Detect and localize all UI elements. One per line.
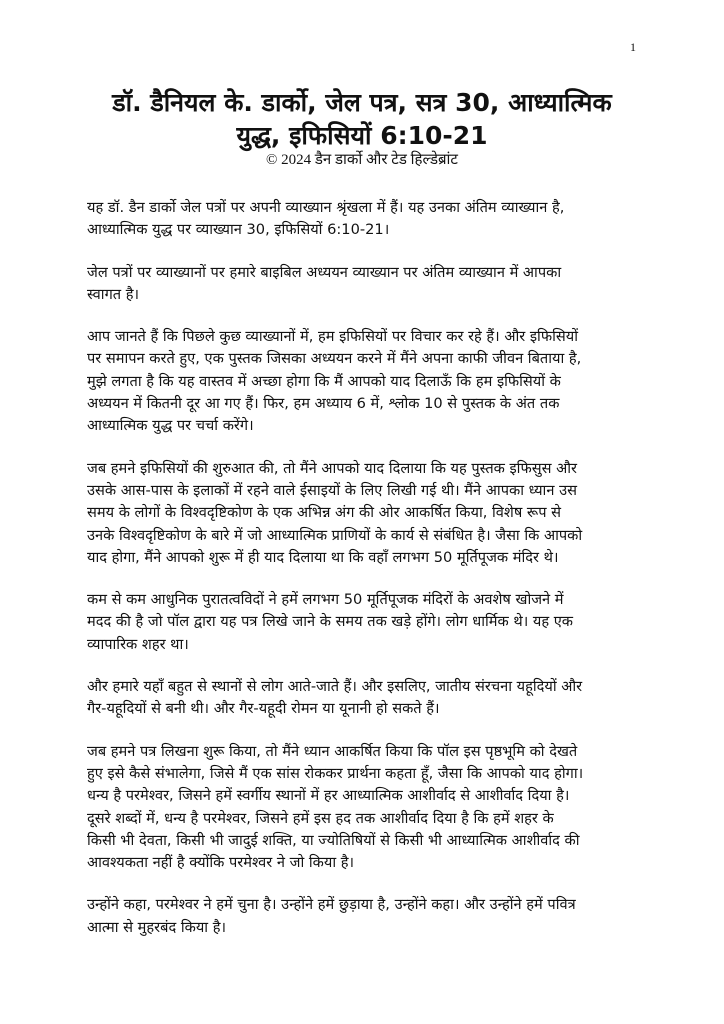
- text-line: आप जानते हैं कि पिछले कुछ व्याख्यानों में, हम इफिसियों पर विचार कर रहे हैं। और इफिसियों: [87, 328, 578, 346]
- document-body: [87, 197, 667, 959]
- text-line: आध्यात्मिक युद्ध पर व्याख्यान 30, इफिसियों 6:10-21।: [87, 221, 390, 239]
- paragraph: [87, 589, 667, 656]
- text-line: और हमारे यहाँ बहुत से स्थानों से लोग आते-जाते हैं। और इसलिए, जातीय संरचना यहूदियों और: [87, 678, 583, 696]
- text-line: उनके विश्वदृष्टिकोण के बारे में जो आध्यात्मिक प्राणियों के कार्य से संबंधित है। जैसा कि आपको: [87, 526, 583, 544]
- text-line: दूसरे शब्दों में, धन्य है परमेश्वर, जिसने हमें इस हद तक आशीर्वाद दिया है कि हमें शहर के: [87, 809, 554, 827]
- text-line: व्यापारिक शहर था।: [87, 635, 189, 653]
- paragraph: [87, 894, 667, 939]
- text-line: कम से कम आधुनिक पुरातत्वविदों ने हमें लगभग 50 मूर्तिपूजक मंदिरों के अवशेष खोजने में: [87, 591, 564, 609]
- text-line: मदद की है जो पॉल द्वारा यह पत्र लिखे जाने के समय तक खड़े होंगे। लोग धार्मिक थे। यह एक: [87, 613, 573, 631]
- text-line: आत्मा से मुहरबंद किया है।: [87, 918, 226, 936]
- text-line: मुझे लगता है कि यह वास्तव में अच्छा होगा कि मैं आपको याद दिलाऊँ कि हम इफिसियों के: [87, 372, 561, 390]
- paragraph: [87, 676, 667, 721]
- text-line: समय के लोगों के विश्वदृष्टिकोण के एक अभिन्न अंग की ओर आकर्षित किया, विशेष रूप से: [87, 504, 562, 522]
- title-line: डॉ. डैनियल के. डार्को, जेल पत्र, सत्र 30, आध्यात्मिक: [112, 88, 612, 117]
- copyright-notice: © 2024 डैन डार्को और टेड हिल्डेब्रांट: [265, 152, 458, 168]
- text-line: जेल पत्रों पर व्याख्यानों पर हमारे बाइबिल अध्ययन व्याख्यान पर अंतिम व्याख्यान में आपका: [87, 263, 562, 281]
- text-line: अध्ययन में कितनी दूर आ गए हैं। फिर, हम अध्याय 6 में, श्लोक 10 से पुस्तक के अंत तक: [87, 395, 560, 413]
- text-line: जब हमने इफिसियों की शुरुआत की, तो मैंने आपको याद दिलाया कि यह पुस्तक इफिसुस और: [87, 459, 577, 477]
- text-line: याद होगा, मैंने आपको शुरू में ही याद दिलाया था कि वहाँ लगभग 50 मूर्तिपूजक मंदिर थे।: [87, 548, 559, 566]
- text-line: पर समापन करते हुए, एक पुस्तक जिसका अध्ययन करने में मैंने अपना काफी जीवन बिताया है,: [87, 350, 582, 368]
- text-line: यह डॉ. डैन डार्को जेल पत्रों पर अपनी व्याख्यान श्रृंखला में हैं। यह उनका अंतिम व्याख्यान है,: [87, 199, 565, 216]
- text-line: हुए इसे कैसे संभालेगा, जिसे मैं एक सांस रोककर प्रार्थना कहता हूँ, जैसा कि आपको याद होगा।: [87, 764, 584, 782]
- page-number: 1: [630, 40, 636, 54]
- text-line: आवश्यकता नहीं है क्योंकि परमेश्वर ने जो किया है।: [87, 854, 355, 872]
- text-line: जब हमने पत्र लिखना शुरू किया, तो मैंने ध्यान आकर्षित किया कि पॉल इस पृष्ठभूमि को देखते: [87, 742, 578, 760]
- paragraph: [87, 326, 667, 437]
- text-line: स्वागत है।: [87, 285, 140, 303]
- paragraph: [87, 741, 667, 875]
- text-line: उन्होंने कहा, परमेश्वर ने हमें चुना है। उन्होंने हमें छुड़ाया है, उन्होंने कहा। और उन्होंने हमें पवित्र: [87, 896, 576, 914]
- text-line: उसके आस-पास के इलाकों में रहने वाले ईसाइयों के लिए लिखी गई थी। मैंने आपका ध्यान उस: [87, 481, 577, 499]
- text-line: गैर-यहूदियों से बनी थी। और गैर-यहूदी रोमन या यूनानी हो सकते हैं।: [87, 700, 440, 718]
- text-line: धन्य है परमेश्वर, जिसने हमें स्वर्गीय स्थानों में हर आध्यात्मिक आशीर्वाद से आशीर्वाद दिया है।: [87, 787, 570, 805]
- title-line: युद्ध, इफिसियों 6:10-21: [236, 121, 488, 150]
- paragraph: [87, 262, 667, 307]
- document-title: [60, 86, 664, 152]
- paragraph: [87, 197, 667, 242]
- text-line: आध्यात्मिक युद्ध पर चर्चा करेंगे।: [87, 417, 254, 435]
- text-line: किसी भी देवता, किसी भी जादुई शक्ति, या ज्योतिषियों से किसी भी आध्यात्मिक आशीर्वाद की: [87, 831, 580, 849]
- paragraph: [87, 458, 667, 569]
